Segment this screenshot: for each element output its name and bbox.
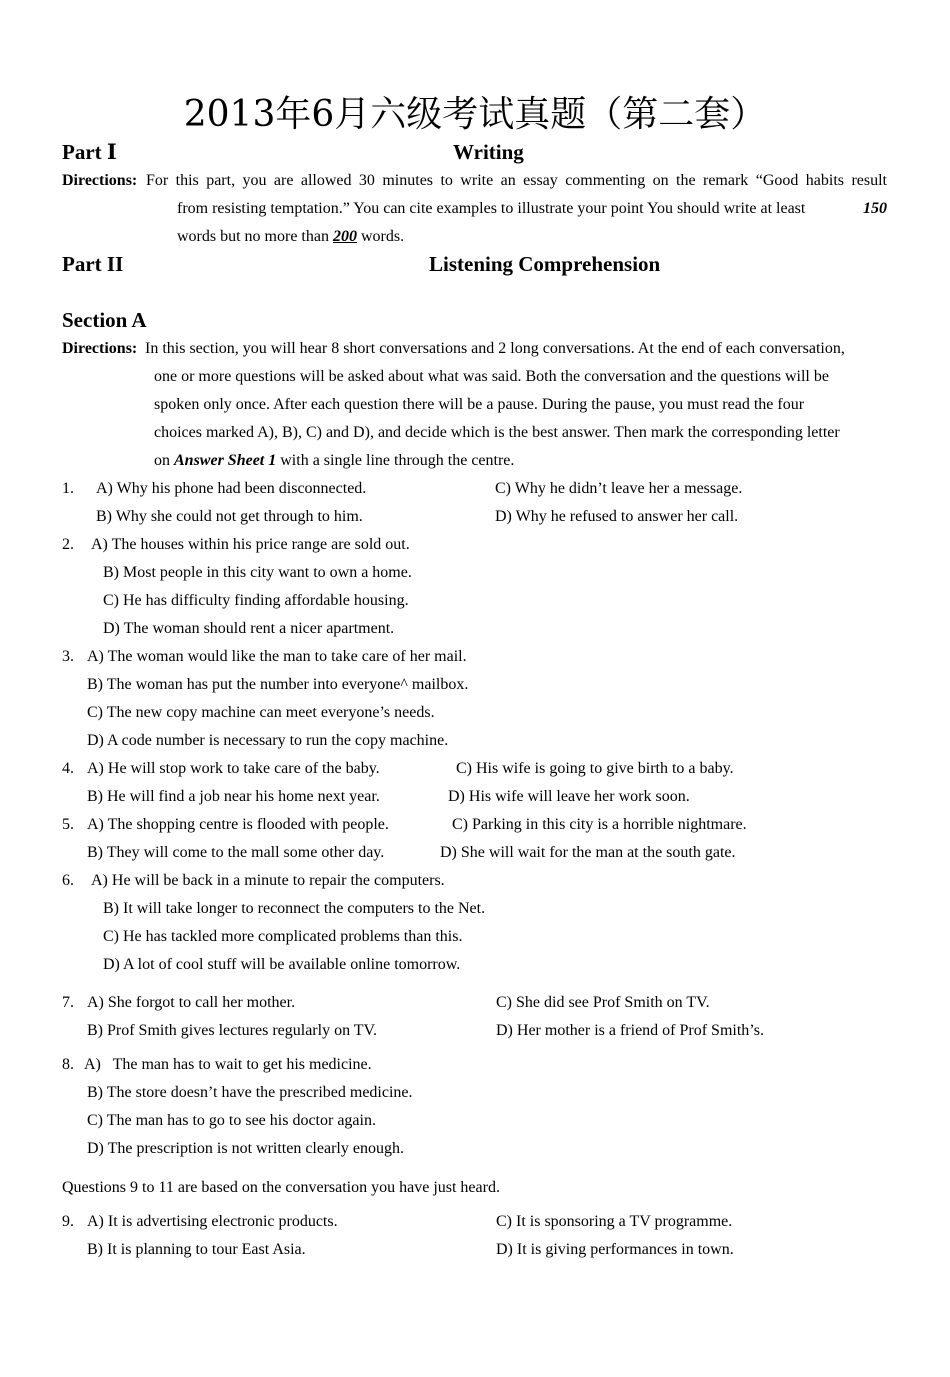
question-3-option-d: D) A code number is necessary to run the copy machine. (87, 732, 449, 749)
section-a-directions-label (62, 335, 137, 363)
question-5-number: 5. (62, 816, 74, 833)
question-8-option-c: C) The man has to go to see his doctor again. (87, 1112, 376, 1129)
question-6-number: 6. (62, 872, 74, 889)
section-a-directions-line-4: choices marked A), B), C) and D), and decide which is the best answer. Then mark the corresponding letter (154, 424, 840, 441)
question-1-number: 1. (62, 480, 74, 497)
question-3-option-c: C) The new copy machine can meet everyone’s needs. (87, 704, 435, 721)
question-1-option-c: C) Why he didn’t leave her a message. (495, 480, 743, 497)
section-a-directions-line-3: spoken only once. After each question there will be a pause. During the pause, you must read the four (154, 396, 805, 413)
question-3-number: 3. (62, 648, 74, 665)
min-word-count: 150 (863, 200, 887, 217)
directions-line5-start: on (154, 452, 170, 469)
question-5-option-d: D) She will wait for the man at the south gate. (440, 844, 736, 861)
question-7-number: 7. (62, 994, 74, 1011)
section-a-directions-line-1: In this section, you will hear 8 short conversations and 2 long conversations. At the end of each conversation, (145, 340, 845, 357)
question-4-option-c: C) His wife is going to give birth to a baby. (456, 760, 734, 777)
part2-heading: Listening Comprehension (429, 252, 661, 276)
writing-directions-line-3 (177, 223, 404, 251)
part2-label: Part II (62, 252, 124, 276)
question-6-option-c: C) He has tackled more complicated problems than this. (103, 928, 463, 945)
question-5-option-b: B) They will come to the mall some other day. (87, 844, 385, 861)
part1-heading: Writing (453, 140, 524, 164)
question-6-option-d: D) A lot of cool stuff will be available online tomorrow. (103, 956, 461, 973)
question-6-option-a: A) He will be back in a minute to repair the computers. (91, 872, 445, 889)
writing-line3-text: words but no more than (177, 228, 329, 245)
writing-line3-end: words. (360, 228, 405, 245)
max-word-count: 200 (332, 228, 357, 245)
question-1-option-d: D) Why he refused to answer her call. (495, 508, 739, 525)
question-2-option-a: A) The houses within his price range are sold out. (91, 536, 410, 553)
question-9-option-d: D) It is giving performances in town. (496, 1241, 734, 1258)
question-2-option-b: B) Most people in this city want to own a home. (103, 564, 412, 581)
question-5-option-a: A) The shopping centre is flooded with people. (87, 816, 389, 833)
page-title: 2013年6月六级考试真题（第二套） (183, 94, 767, 135)
question-9-option-c: C) It is sponsoring a TV programme. (496, 1213, 733, 1230)
question-1-option-a: A) Why his phone had been disconnected. (96, 480, 367, 497)
writing-directions-line-2 (177, 195, 887, 223)
question-8-number: 8. (62, 1056, 74, 1073)
question-7-option-b: B) Prof Smith gives lectures regularly on TV. (87, 1022, 378, 1039)
question-8-option-a: A) The man has to wait to get his medicine. (84, 1056, 372, 1073)
writing-line2-text: from resisting temptation.” You can cite examples to illustrate your point You should write at least (177, 200, 806, 217)
writing-directions-line-1: For this part, you are allowed 30 minutes to write an essay commenting on the remark “Good habits result (146, 172, 887, 189)
questions-9-11-note: Questions 9 to 11 are based on the conversation you have just heard. (62, 1179, 500, 1196)
question-3-option-b: B) The woman has put the number into everyone^ mailbox. (87, 676, 469, 693)
question-2-option-c: C) He has difficulty finding affordable housing. (103, 592, 409, 609)
question-6-option-b: B) It will take longer to reconnect the computers to the Net. (103, 900, 486, 917)
directions-line5-end: with a single line through the centre. (280, 452, 515, 469)
section-a-directions-line-5 (154, 447, 514, 475)
question-7-option-c: C) She did see Prof Smith on TV. (496, 994, 710, 1011)
writing-directions-label (62, 167, 137, 195)
question-2-option-d: D) The woman should rent a nicer apartment. (103, 620, 395, 637)
question-9-option-b: B) It is planning to tour East Asia. (87, 1241, 306, 1258)
directions-label: Directions: (62, 172, 138, 189)
question-8-option-d: D) The prescription is not written clearly enough. (87, 1140, 404, 1157)
question-4-number: 4. (62, 760, 74, 777)
question-7-option-a: A) She forgot to call her mother. (87, 994, 296, 1011)
part1-label: Part Ⅰ (62, 140, 117, 164)
directions-label: Directions: (62, 340, 138, 357)
section-a-heading: Section A (62, 308, 147, 332)
section-a-directions-line-2: one or more questions will be asked about what was said. Both the conversation and the questions will be (154, 368, 829, 385)
question-4-option-b: B) He will find a job near his home next year. (87, 788, 380, 805)
question-1-option-b: B) Why she could not get through to him. (96, 508, 363, 525)
question-9-option-a: A) It is advertising electronic products. (87, 1213, 338, 1230)
question-4-option-a: A) He will stop work to take care of the baby. (87, 760, 380, 777)
question-5-option-c: C) Parking in this city is a horrible nightmare. (452, 816, 747, 833)
question-7-option-d: D) Her mother is a friend of Prof Smith’s. (496, 1022, 764, 1039)
answer-sheet-name: Answer Sheet 1 (174, 452, 277, 469)
question-2-number: 2. (62, 536, 74, 553)
question-8-option-b: B) The store doesn’t have the prescribed medicine. (87, 1084, 413, 1101)
question-3-option-a: A) The woman would like the man to take care of her mail. (87, 648, 467, 665)
question-4-option-d: D) His wife will leave her work soon. (448, 788, 690, 805)
question-9-number: 9. (62, 1213, 74, 1230)
